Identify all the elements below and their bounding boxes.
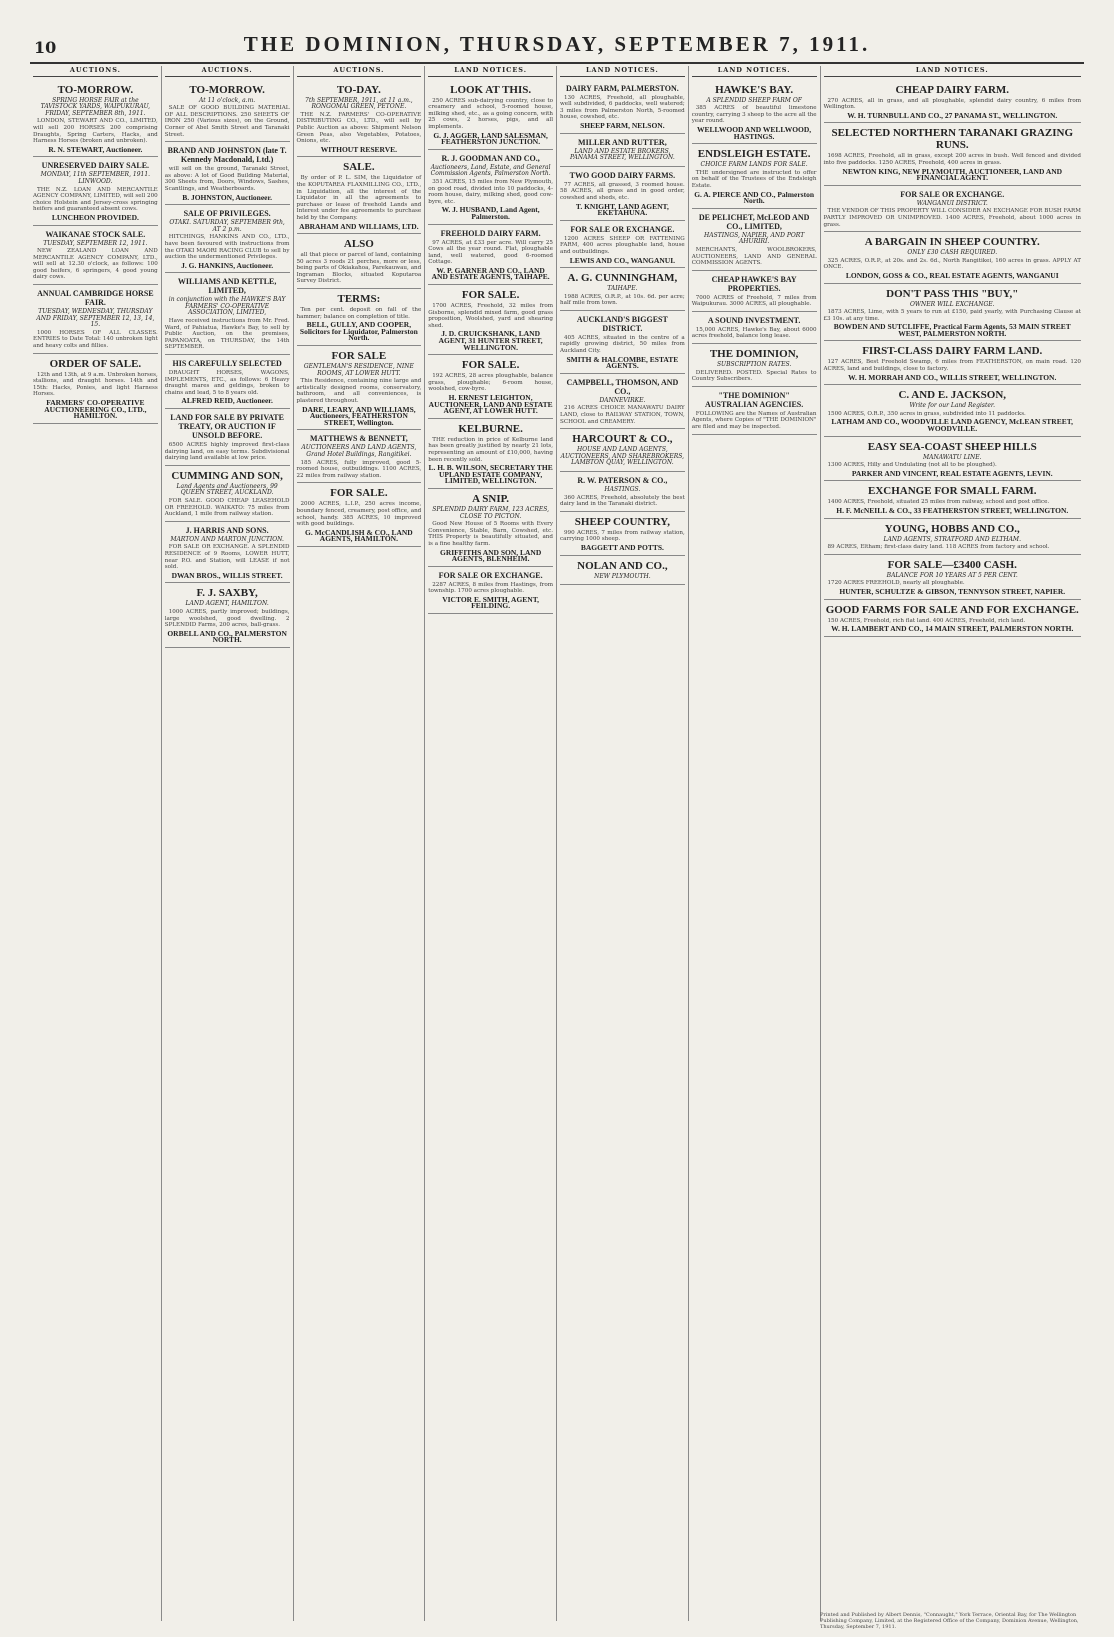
ad-title: C. AND E. JACKSON,	[898, 389, 1007, 402]
ad-title: ALSO	[343, 238, 374, 251]
advertisement	[428, 567, 553, 614]
advertisement	[33, 226, 158, 286]
advertisement	[33, 80, 158, 158]
ad-title: ANNUAL CAMBRIDGE HORSE FAIR.	[37, 289, 154, 308]
column-heading: AUCTIONS.	[297, 66, 422, 77]
ad-body: 325 ACRES, O.R.P., at 20s. and 2s. 6d., North Rangitikei, 160 acres in grass. APPLY AT ONCE.	[823, 257, 1081, 271]
advertisement	[165, 142, 290, 205]
ad-subtitle: HASTINGS.	[604, 486, 641, 493]
column-heading: LAND NOTICES.	[824, 66, 1082, 77]
ad-subtitle: MARTON AND MARTON JUNCTION.	[170, 535, 284, 543]
ad-title: CAMPBELL, THOMSON, AND CO.,	[566, 377, 679, 396]
ad-title: SHEEP COUNTRY,	[574, 515, 670, 528]
advertisement	[428, 80, 553, 150]
ad-body: By order of P. L. SIM, the Liquidator of the KOPUTAREA FLAXMILLING CO., LTD., in Liquidation, all the interest of the Liquidator in all the agreements to purchase or lease of freehold Lands and Interest under fee agreements to purchase held by the Company.	[296, 175, 422, 221]
ad-agent: GRIFFITHS AND SON, LAND AGENTS, BLENHEIM.	[439, 547, 542, 564]
ad-body: 89 ACRES, Eltham; first-class dairy land. 118 ACRES from factory and school.	[827, 544, 1050, 551]
ad-title: A SNIP.	[472, 492, 510, 505]
advertisement	[428, 285, 553, 355]
column-heading: LAND NOTICES.	[560, 66, 685, 77]
ad-title: R. J. GOODMAN AND CO.,	[441, 153, 540, 163]
advertisement	[560, 80, 685, 134]
advertisement	[165, 522, 290, 584]
advertisement	[560, 374, 685, 429]
ad-body: 405 ACRES, situated in the centre of a rapidly growing district, 50 miles from Auckland City.	[560, 334, 685, 355]
ad-subtitle: ONLY £30 CASH REQUIRED.	[907, 249, 998, 257]
ad-body: THE N.Z. LOAN AND MERCANTILE AGENCY COMPANY, LIMITED, will sell 200 choice Holstein and Jersey-cross springing heifers and guaranteed absent cows.	[33, 186, 158, 213]
ad-subtitle: GENTLEMAN'S RESIDENCE, NINE ROOMS, AT LOWER HUTT.	[303, 363, 414, 377]
column-heading: LAND NOTICES.	[428, 66, 553, 77]
ad-agent: NEWTON KING, NEW PLYMOUTH, AUCTIONEER, LAND AND FINANCIAL AGENT.	[842, 166, 1063, 183]
column-7	[821, 66, 1085, 1621]
ad-subtitle: At 11 o'clock, a.m.	[199, 96, 256, 104]
advertisement	[428, 419, 553, 489]
ad-title: R. W. PATERSON & CO.,	[577, 476, 668, 485]
ad-agent: SMITH & HALCOMBE, ESTATE AGENTS.	[566, 354, 679, 371]
ad-agent: VICTOR E. SMITH, AGENT, FEILDING.	[442, 594, 540, 611]
ad-title: UNRESERVED DAIRY SALE.	[41, 161, 150, 171]
ad-agent: W. H. MORRAH AND CO., WILLIS STREET, WELLINGTON.	[848, 372, 1057, 382]
ad-body: 2000 ACRES, L.I.P., 250 acres income, boundary fenced, creamery, post office, and school, handy. 385 ACRES, 10 improved with good buildings.	[296, 501, 422, 528]
advertisement	[560, 556, 685, 586]
advertisement	[692, 312, 817, 344]
ad-title: HARCOURT & CO.,	[572, 433, 673, 446]
ad-title: DON'T PASS THIS "BUY,"	[886, 287, 1019, 300]
ad-agent: BELL, GULLY, AND COOPER, Solicitors for Liquidator, Palmerston North.	[299, 320, 418, 343]
advertisement	[560, 167, 685, 221]
advertisement	[824, 284, 1082, 342]
advertisement	[692, 144, 817, 209]
ad-body: 250 ACRES sub-dairying country, close to creamery and school, 5-roomed house, milking shed, etc., as a going concern, with 25 cows, 2 horses, pigs, and all implements.	[428, 97, 553, 130]
ad-title: LOOK AT THIS.	[450, 83, 532, 96]
ad-title: DAIRY FARM, PALMERSTON.	[565, 83, 679, 93]
ad-body: 1500 ACRES, O.R.P., 350 acres in grass, subdivided into 11 paddocks.	[827, 410, 1026, 417]
column-heading: LAND NOTICES.	[692, 66, 817, 77]
ad-agent: LEWIS AND CO., WANGANUI.	[569, 255, 676, 265]
ad-subtitle: BALANCE FOR 10 YEARS AT 5 PER CENT.	[886, 571, 1018, 579]
ad-agent: ALFRED REID, Auctioneer.	[181, 396, 273, 406]
ad-body: 130 ACRES, Freehold, all ploughable, well subdivided, 6 paddocks, well watered; 3 miles from Palmerston North, 5-roomed house, cowshed, etc.	[560, 94, 685, 121]
ad-agent: R. N. STEWART, Auctioneer.	[48, 144, 143, 154]
ad-subtitle: TUESDAY, WEDNESDAY, THURSDAY AND FRIDAY, SEPTEMBER 12, 13, 14, 15.	[36, 308, 155, 329]
ad-subtitle: LAND AGENT, HAMILTON.	[185, 600, 269, 608]
advertisement	[824, 600, 1082, 637]
column-heading: AUCTIONS.	[165, 66, 290, 77]
ad-body: 990 ACRES, 7 miles from railway station, carrying 1000 sheep.	[560, 529, 685, 543]
advertisement	[692, 387, 817, 435]
ad-agent: LONDON, GOSS & CO., REAL ESTATE AGENTS, WANGANUI	[845, 270, 1059, 280]
ad-subtitle: NEW PLYMOUTH.	[594, 572, 651, 580]
ad-agent: J. G. HANKINS, Auctioneer.	[181, 260, 274, 270]
ad-title: MATTHEWS & BENNETT,	[310, 434, 408, 444]
ad-subtitle: HASTINGS, NAPIER, AND PORT AHURIRI.	[704, 231, 805, 246]
advertisement	[33, 354, 158, 424]
ad-title: SALE OF PRIVILEGES.	[183, 209, 271, 219]
ad-body: 1873 ACRES, Lime, with 5 years to run at £150, paid yearly, with Purchasing Clause at £3 10s. at any time.	[823, 309, 1081, 322]
ad-body: 1000 HORSES OF ALL CLASSES. ENTRIES to Date Total: 140 unbroken light and heavy colts and fillies.	[33, 329, 158, 350]
ad-subtitle: 7th SEPTEMBER, 1911, at 11 a.m., RONGOMAI GREEN, PETONE.	[305, 96, 413, 111]
ad-body: 1988 ACRES, O.R.P., at 10s. 6d. per acre; half mile from town.	[560, 293, 685, 307]
ad-body: LONDON, STEWART AND CO., LIMITED, will sell 200 HORSES 200 comprising Draughts, Spring Carters, Hacks, and Harness Horses (broken and unbroken).	[33, 118, 158, 145]
ad-agent: PARKER AND VINCENT, REAL ESTATE AGENTS, LEVIN.	[851, 468, 1053, 478]
ad-body: 385 ACRES of beautiful limestone country, carrying 3 sheep to the acre all the year round.	[691, 105, 817, 125]
ad-agent: FARMERS' CO-OPERATIVE AUCTIONEERING CO., LTD., HAMILTON.	[44, 398, 147, 421]
ad-body: Ten per cent. deposit on fall of the hammer; balance on completion of title.	[296, 307, 422, 320]
advertisement	[560, 429, 685, 472]
advertisement	[824, 555, 1082, 600]
ad-title: HAWKE'S BAY.	[715, 83, 794, 96]
ad-body: DRAUGHT HORSES, WAGONS, IMPLEMENTS, ETC., as follows: 6 Heavy draught mares and geldings, broken to chains and lead, 5 to 8 years old.	[164, 370, 290, 396]
masthead-rule	[30, 62, 1084, 64]
advertisement	[297, 234, 422, 289]
ad-subtitle: HOUSE AND LAND AGENTS, AUCTIONEERS, AND SHAREBROKERS, LAMBTON QUAY, WELLINGTON.	[560, 446, 685, 467]
advertisement	[560, 512, 685, 556]
ad-title: LAND FOR SALE BY PRIVATE TREATY, OR AUCTION IF UNSOLD BEFORE.	[170, 413, 284, 440]
column-5	[557, 66, 689, 1621]
ad-body: 77 ACRES, all grassed, 3 roomed house. 58 ACRES, all grass and in good order, cowshed and sheds, etc.	[560, 181, 685, 201]
ad-body: all that piece or parcel of land, containing 50 acres 3 roods 21 perches, more or less, being parts of Okiakahoa, Parekauwau, and Ingraman Blocks, situated Koputaroa Survey District.	[296, 252, 422, 285]
newspaper-title: THE DOMINION, THURSDAY, SEPTEMBER 7, 1911.	[243, 32, 871, 56]
ad-body: DELIVERED. POSTED. Special Rates to Country Subscribers.	[691, 369, 817, 383]
advertisement	[560, 134, 685, 167]
ad-title: J. HARRIS AND SONS.	[185, 525, 269, 535]
ad-title: F. J. SAXBY,	[196, 587, 258, 600]
page-columns	[30, 66, 1084, 1621]
ad-body: FOLLOWING are the Names of Australian Agents, where Copies of "THE DOMINION" are filed and may be inspected.	[691, 410, 817, 431]
ad-agent: LATHAM AND CO., WOODVILLE LAND AGENCY, McLEAN STREET, WOODVILLE.	[831, 417, 1074, 434]
ad-title: SELECTED NORTHERN TARANAKI GRAZING RUNS.	[831, 127, 1074, 152]
ad-title: A BARGAIN IN SHEEP COUNTRY.	[864, 236, 1040, 249]
column-3	[294, 66, 426, 1621]
ad-title: "THE DOMINION" AUSTRALIAN AGENCIES.	[705, 390, 804, 409]
ad-body: 127 ACRES, Best Freehold Swamp, 6 miles from FEATHERSTON, on main road. 120 ACRES, land and buildings, close to factory.	[823, 359, 1081, 373]
ad-title: FOR SALE.	[461, 359, 520, 372]
ad-title: TO-MORROW.	[57, 83, 134, 96]
imprint: Printed and Published by Albert Dennis, "Connaught," York Terrace, Oriental Bay, for The Wellington Publishing Company, Limited, at the Registered Office of the Company, Dominion Avenue, Wellington, Thursday, September 7, 1911.	[820, 1612, 1079, 1630]
ad-title: CUMMING AND SON,	[171, 469, 283, 482]
ad-title: FREEHOLD DAIRY FARM.	[440, 228, 541, 238]
advertisement	[824, 519, 1082, 555]
ad-title: FOR SALE OR EXCHANGE.	[900, 189, 1005, 199]
ad-title: FOR SALE.	[461, 289, 520, 302]
ad-title: YOUNG, HOBBS AND CO.,	[884, 522, 1020, 535]
advertisement	[297, 483, 422, 547]
ad-title: ORDER OF SALE.	[49, 357, 142, 370]
column-heading: AUCTIONS.	[33, 66, 158, 77]
ad-body: 1698 ACRES, Freehold, all in grass, except 200 acres in bush. Well fenced and divided into five paddocks. 1250 ACRES, Freehold, 400 acres in grass.	[823, 153, 1081, 166]
ad-agent: SHEEP FARM, NELSON.	[580, 120, 665, 130]
ad-subtitle: MANAWATU LINE.	[922, 453, 982, 461]
ad-body: SALE OF GOOD BUILDING MATERIAL OF ALL DESCRIPTIONS. 250 SHEETS OF IRON 250 (Various sizes), on the Ground, Corner of Abel Smith Street and Taranaki Street.	[164, 105, 290, 138]
ad-body: 15,000 ACRES, Hawke's Bay, about 6000 acres freehold, balance long lease.	[691, 326, 817, 340]
advertisement	[824, 437, 1082, 482]
column-1	[30, 66, 162, 1621]
ad-agent: G. McCANDLISH & CO., LAND AGENTS, HAMILTON.	[305, 527, 413, 544]
ad-title: FOR SALE—£3400 CASH.	[887, 558, 1017, 571]
ad-agent: ORBELL AND CO., PALMERSTON NORTH.	[167, 628, 287, 645]
advertisement	[824, 80, 1082, 124]
ad-body: MERCHANTS, WOOLBROKERS, AUCTIONEERS, LAND AND GENERAL COMMISSION AGENTS.	[691, 246, 817, 267]
ad-agent: H. F. McNEILL & CO., 33 FEATHERSTON STREET, WELLINGTON.	[836, 506, 1069, 515]
ad-body: 150 ACRES, Freehold, rich flat land. 400 ACRES, Freehold, rich land.	[827, 617, 1026, 624]
ad-title: MILLER AND RUTTER,	[578, 137, 667, 147]
ad-subtitle: Write for our Land Register.	[909, 402, 996, 410]
ad-body: 1700 ACRES, Freehold, 32 miles from Gisborne, splendid mixed farm, good grass proposition, Woolshed, yard and shearing shed.	[428, 303, 553, 329]
advertisement	[297, 157, 422, 234]
ad-agent: W. H. TURNBULL AND CO., 27 PANAMA ST., WELLINGTON.	[847, 110, 1058, 120]
ad-body: 351 ACRES, 15 miles from New Plymouth, on good road, divided into 10 paddocks, 4-room house, dairy, milking shed, good cow-byre, etc.	[428, 178, 553, 205]
ad-title: BRAND AND JOHNSTON (late T. Kennedy Macdonald, Ltd.)	[167, 146, 287, 165]
ad-body: will sell on the ground, Taranaki Street, as above: A lot of Good Building Material, 300 Sheets from, Doors, Windows, Sashes, Scantlings, and Weatherboards.	[164, 166, 290, 192]
advertisement	[165, 273, 290, 355]
ad-title: NOLAN AND CO.,	[577, 559, 668, 572]
ad-body: 192 ACRES, 28 acres ploughable, balance grass, ploughable; 6-room house, woolshed, cow-byre.	[428, 373, 553, 393]
ad-title: FOR SALE OR EXCHANGE.	[438, 570, 543, 580]
advertisement	[824, 232, 1082, 283]
ad-agent: G. A. PIERCE AND CO., Palmerston North.	[694, 189, 815, 206]
ad-body: 360 ACRES, Freehold, absolutely the best dairy land in the Taranaki district.	[560, 494, 685, 508]
ad-body: Have received instructions from Mr. Fred. Ward, of Pahiatua, Hawke's Bay, to sell by Public Auction, on the premises, PAPANOATA, on THURSDAY, the 14th SEPTEMBER.	[164, 318, 290, 351]
ad-body: 97 ACRES, at £33 per acre. Will carry 25 Cows all the year round. Flat, ploughable land, well watered, good 6-roomed Cottage.	[428, 239, 553, 266]
advertisement	[165, 355, 290, 409]
advertisement	[297, 80, 422, 158]
ad-body: THE reduction in price of Kelburne land has been greatly justified by nearly 21 lots, representing an amount of £10,000, having been recently sold.	[428, 436, 553, 463]
ad-body: 216 ACRES CHOICE MANAWATU DAIRY LAND, close to RAILWAY STATION, TOWN, SCHOOL and CREAMERY.	[560, 405, 685, 425]
ad-body: 1720 ACRES FREEHOLD, nearly all ploughable.	[827, 580, 965, 587]
ad-agent: BOWDEN AND SUTCLIFFE, Practical Farm Agents, 53 MAIN STREET WEST, PALMERSTON NORTH.	[833, 322, 1071, 338]
ad-title: A. G. CUNNINGHAM,	[567, 272, 678, 285]
ad-body: THE undersigned are instructed to offer on behalf of the Trustees of the Endsleigh Estate.	[691, 169, 817, 189]
ad-title: GOOD FARMS FOR SALE AND FOR EXCHANGE.	[825, 603, 1079, 616]
ad-subtitle: SUBSCRIPTION RATES.	[716, 361, 792, 369]
ad-agent: ABRAHAM AND WILLIAMS, LTD.	[299, 221, 419, 231]
ad-body: THE VENDOR OF THIS PROPERTY WILL CONSIDER AN EXCHANGE FOR BUSH FARM PARTLY IMPROVED OR UNIMPROVED. 1400 ACRES, Freehold, about 1000 acres in grass.	[823, 208, 1081, 228]
advertisement	[560, 472, 685, 512]
ad-title: DE PELICHET, McLEOD AND CO., LIMITED,	[698, 212, 810, 231]
ad-body: 1000 ACRES, partly improved; buildings, large woolshed, good dwelling. 2 SPLENDID Farms, 200 acres, ball-grass.	[164, 608, 290, 629]
ad-title: FOR SALE.	[330, 487, 388, 500]
ad-title: TERMS:	[337, 293, 381, 306]
ad-title: ENDSLEIGH ESTATE.	[697, 148, 811, 161]
advertisement	[297, 346, 422, 430]
advertisement	[428, 150, 553, 225]
ad-body: 7000 ACRES of Freehold, 7 miles from Waipukurau. 3000 ACRES, all ploughable.	[691, 294, 817, 308]
ad-agent: DWAN BROS., WILLIS STREET.	[171, 570, 283, 580]
ad-agent: DARE, LEARY, AND WILLIAMS, Auctioneers, FEATHERSTON STREET, Wellington.	[302, 404, 416, 427]
ad-body: 6500 ACRES highly improved first-class dairying land, on easy terms. Subdivisional dairying land available at low price.	[164, 442, 290, 462]
ad-title: KELBURNE.	[458, 422, 523, 435]
advertisement	[428, 355, 553, 419]
ad-body: 1300 ACRES, Hilly and Undulating (not all to be ploughed).	[827, 462, 997, 469]
ad-agent: J. D. CRUICKSHANK, LAND AGENT, 31 HUNTER STREET, WELLINGTON.	[438, 329, 543, 352]
ad-body: 185 ACRES, fully improved, good 5-roomed house, outbuildings. 1100 ACRES, 22 miles from railway station.	[296, 459, 422, 479]
ad-title: FOR SALE OR EXCHANGE.	[570, 224, 675, 234]
advertisement	[560, 221, 685, 268]
ad-title: TO-MORROW.	[189, 83, 265, 96]
ad-agent: WITHOUT RESERVE.	[320, 144, 398, 154]
ad-subtitle: Land Agents and Auctioneers, 99 QUEEN STREET, AUCKLAND.	[176, 482, 278, 497]
ad-subtitle: MONDAY, 11th SEPTEMBER, 1911. LINWOOD.	[40, 171, 151, 185]
ad-subtitle: AUCTIONEERS AND LAND AGENTS, Grand Hotel Buildings, Rangitikei.	[301, 444, 417, 458]
ad-body: 270 ACRES, all in grass, and all ploughable, splendid dairy country, 6 miles from Wellington.	[823, 97, 1081, 111]
ad-title: WILLIAMS AND KETTLE, LIMITED,	[177, 277, 277, 296]
ad-body: HITCHINGS, HANKINS AND CO., LTD., have been favoured with instructions from the OTAKI MAORI RACING CLUB to sell by auction the undermentioned Privileges.	[164, 234, 290, 261]
ad-subtitle: WANGANUI DISTRICT.	[916, 199, 988, 207]
ad-title: EXCHANGE FOR SMALL FARM.	[868, 485, 1037, 498]
advertisement	[297, 430, 422, 483]
ad-title: AUCKLAND'S BIGGEST DISTRICT.	[576, 314, 668, 333]
ad-title: FIRST-CLASS DAIRY FARM LAND.	[862, 345, 1043, 358]
ad-agent: HUNTER, SCHULTZE & GIBSON, TENNYSON STREET, NAPIER.	[839, 586, 1066, 596]
ad-agent: LUNCHEON PROVIDED.	[51, 212, 139, 222]
ad-agent: W. P. GARNER AND CO., LAND AND ESTATE AGENTS, TAIHAPE.	[431, 265, 550, 282]
advertisement	[692, 344, 817, 387]
ad-agent: WELLWOOD AND WELLWOOD, HASTINGS.	[697, 124, 812, 141]
ad-title: SALE.	[343, 161, 375, 174]
ad-subtitle: OWNER WILL EXCHANGE.	[909, 300, 995, 308]
ad-body: 12th and 13th, at 9 a.m. Unbroken horses, stallions, and draught horses. 14th and 15th: Hacks, Ponies, and light Harness Horses.	[33, 371, 158, 398]
advertisement	[824, 481, 1082, 518]
ad-subtitle: A SPLENDID SHEEP FARM OF	[706, 96, 802, 104]
ad-title: TWO GOOD DAIRY FARMS.	[569, 170, 676, 180]
ad-body: 1400 ACRES, Freehold, situated 25 miles from railway, school and post office.	[827, 499, 1050, 506]
ad-subtitle: OTAKI. SATURDAY, SEPTEMBER 9th, AT 2 p.m.	[169, 219, 285, 233]
ad-subtitle: SPRING HORSE FAIR at the TAVISTOCK YARDS, WAIPUKURAU, FRIDAY, SEPTEMBER 8th, 1911.	[40, 96, 151, 117]
advertisement	[165, 583, 290, 648]
ad-agent: L. H. B. WILSON, SECRETARY THE UPLAND ESTATE COMPANY, LIMITED, WELLINGTON.	[428, 463, 553, 486]
ad-subtitle: Auctioneers, Land, Estate, and General Commission Agents, Palmerston North.	[430, 163, 551, 178]
advertisement	[428, 489, 553, 567]
ad-body: THE N.Z. FARMERS' CO-OPERATIVE DISTRIBUTING CO., LTD., will sell by Public Auction as above: Shipment Nelson Green Peas, also Vegetables, Potatoes, Onions, etc.	[296, 111, 422, 145]
advertisement	[824, 123, 1082, 185]
column-6	[689, 66, 821, 1621]
ad-title: A SOUND INVESTMENT.	[707, 315, 801, 325]
ad-title: HIS CAREFULLY SELECTED	[172, 359, 282, 369]
ad-agent: W. H. LAMBERT AND CO., 14 MAIN STREET, PALMERSTON NORTH.	[831, 624, 1074, 634]
ad-title: TO-DAY.	[336, 83, 381, 96]
ad-body: 1200 ACRES SHEEP OR FATTENING FARM, 400 acres ploughable land, house and outbuildings.	[560, 235, 685, 255]
ad-body: NEW ZEALAND LOAN AND MERCANTILE AGENCY COMPANY, LTD., will sell at 12.30 o'clock, as follows: 100 good heifers, 6 springers, 4 good young dairy cows.	[33, 248, 158, 281]
advertisement	[165, 80, 290, 143]
advertisement	[560, 268, 685, 311]
ad-body: This Residence, containing nine large and artistically designed rooms, conservatory, bathroom, and all conveniences, is plastered throughout.	[296, 378, 422, 404]
ad-title: CHEAP HAWKE'S BAY PROPERTIES.	[711, 274, 797, 293]
ad-body: FOR SALE. GOOD CHEAP LEASEHOLD OR FREEHOLD. WAIKATO: 75 miles from Auckland, 1 mile from railway station.	[164, 497, 290, 518]
ad-agent: W. J. HUSBAND, Land Agent, Palmerston.	[441, 205, 540, 221]
ad-title: THE DOMINION,	[709, 348, 799, 361]
ad-subtitle: TAIHAPE.	[607, 285, 638, 293]
ad-body: 2287 ACRES, 8 miles from Hastings, from township. 1700 acres ploughable.	[428, 581, 553, 595]
advertisement	[692, 80, 817, 145]
ad-agent: H. ERNEST LEIGHTON, AUCTIONEER, LAND AND ESTATE AGENT, AT LOWER HUTT.	[428, 393, 553, 416]
masthead	[0, 0, 1114, 60]
ad-body: Good New House of 5 Rooms with Every Convenience, Stable, Barn, Cowshed, etc. THIS Property is beautifully situated, and is a fine healthy farm.	[428, 521, 553, 547]
ad-subtitle: DANNEVIRKE.	[599, 396, 646, 404]
advertisement	[824, 385, 1082, 436]
ad-subtitle: in conjunction with the HAWKE'S BAY FARMERS' CO-OPERATIVE ASSOCIATION, LIMITED,	[168, 296, 286, 317]
advertisement	[428, 225, 553, 286]
ad-agent: G. J. AGGER, LAND SALESMAN, FEATHERSTON JUNCTION.	[433, 130, 548, 147]
ad-title: FOR SALE	[331, 350, 387, 363]
ad-title: CHEAP DAIRY FARM.	[895, 83, 1010, 96]
advertisement	[692, 209, 817, 271]
ad-title: EASY SEA-COAST SHEEP HILLS	[867, 440, 1037, 453]
column-4	[425, 66, 557, 1621]
advertisement	[165, 466, 290, 522]
advertisement	[297, 289, 422, 346]
advertisement	[33, 285, 158, 354]
advertisement	[824, 186, 1082, 232]
column-2	[162, 66, 294, 1621]
advertisement	[165, 205, 290, 273]
ad-agent: BAGGETT AND POTTS.	[580, 542, 664, 552]
ad-subtitle: CHOICE FARM LANDS FOR SALE.	[700, 161, 808, 169]
ad-agent: B. JOHNSTON, Auctioneer.	[182, 192, 273, 202]
ad-subtitle: LAND AND ESTATE BROKERS, PANAMA STREET, WELLINGTON.	[570, 147, 675, 162]
advertisement	[692, 271, 817, 312]
advertisement	[560, 311, 685, 374]
ad-title: WAIKANAE STOCK SALE.	[45, 229, 146, 239]
ad-subtitle: LAND AGENTS, STRATFORD AND ELTHAM.	[883, 535, 1021, 543]
ad-body: FOR SALE OR EXCHANGE. A SPLENDID RESIDENCE of 9 Rooms, LOWER HUTT, near P.O. and Station, will LEASE if not sold.	[164, 544, 290, 571]
page-number: 10	[34, 38, 57, 57]
ad-agent: T. KNIGHT, LAND AGENT, EKETAHUNA.	[575, 201, 669, 218]
advertisement	[33, 157, 158, 225]
ad-subtitle: SPLENDID DAIRY FARM, 123 ACRES, CLOSE TO PICTON.	[432, 505, 550, 520]
advertisement	[824, 341, 1082, 385]
ad-subtitle: TUESDAY, SEPTEMBER 12, 1911.	[43, 239, 148, 247]
advertisement	[165, 409, 290, 466]
